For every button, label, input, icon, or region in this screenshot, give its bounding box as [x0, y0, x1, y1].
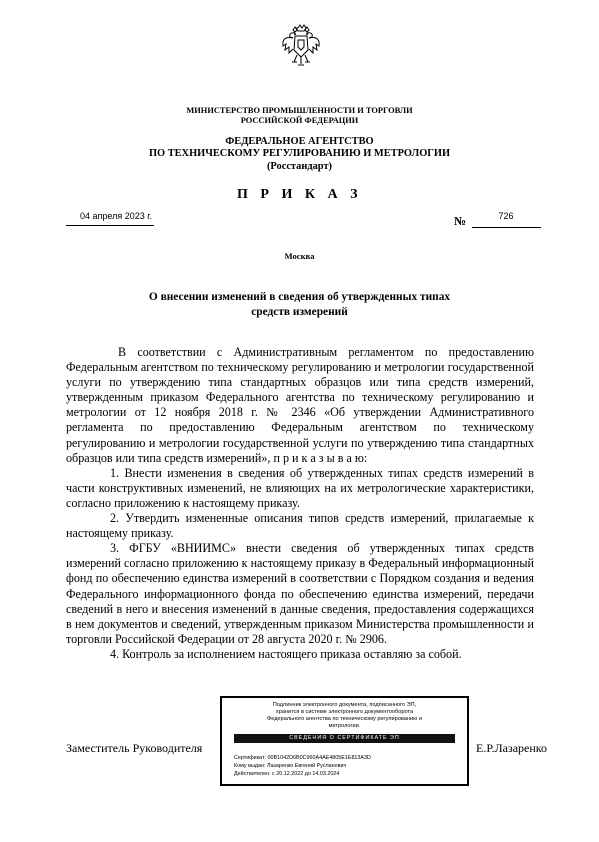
- agency-name: [0, 136, 599, 173]
- stamp-certificate-info: [234, 754, 459, 778]
- clause-1: 1. Внести изменения в сведения об утвержденных типах средств измерений в части конструктивных изменений, не влияющих на их метрологические характеристики, согласно приложению к настоящему приказу.: [66, 465, 534, 510]
- stamp-cert-owner: Кому выдан: Лазаренко Евгений Русланович: [234, 763, 347, 769]
- number-sign: №: [454, 214, 467, 228]
- date-underline: [66, 225, 154, 226]
- subject-line-1: О внесении изменений в сведения об утвержденных типах: [148, 291, 451, 303]
- preamble-paragraph: В соответствии с Административным регламентом по предоставлению Федеральным агентством по техническому регулированию и метрологии государственной услуги по утверждению типа стандартных образцов или типа средств измерений, утвержденным приказом Федерального агентства по техническому регулированию и метрологии от 12 ноября 2018 г. № 2346 «Об утверждении Административного регламента по предоставлению Федеральным агентством по техническому регулированию и метрологии государственной услуги по утверждению типа стандартных образцов или типа средств измерений», п р и к а з ы в а ю:: [66, 345, 534, 465]
- stamp-line-3: Федерального агентства по техническому регулированию и: [266, 716, 422, 722]
- order-date: 04 апреля 2023 г.: [80, 211, 152, 221]
- stamp-cert-serial: Сертификат: 00B1042D6B0C960A4AE4805E1E813A3D: [234, 755, 371, 761]
- agency-line-1: ФЕДЕРАЛЬНОЕ АГЕНТСТВО: [225, 136, 374, 147]
- clause-2: 2. Утвердить измененные описания типов средств измерений, прилагаемые к настоящему приказу.: [66, 511, 534, 541]
- order-body: [66, 345, 534, 662]
- number-underline: [472, 227, 541, 228]
- stamp-certificate-bar: СВЕДЕНИЯ О СЕРТИФИКАТЕ ЭП: [234, 734, 455, 743]
- order-subject: [0, 290, 599, 319]
- stamp-line-2: хранится в системе электронного документооборота: [275, 709, 414, 715]
- stamp-header: [222, 702, 467, 730]
- ministry-line-1: МИНИСТЕРСТВО ПРОМЫШЛЕННОСТИ И ТОРГОВЛИ: [186, 106, 413, 115]
- agency-line-3: (Росстандарт): [266, 160, 333, 172]
- coat-of-arms-icon: [281, 24, 321, 68]
- agency-line-2: ПО ТЕХНИЧЕСКОМУ РЕГУЛИРОВАНИЮ И МЕТРОЛОГИИ: [148, 148, 451, 160]
- signer-name: Е.Р.Лазаренко: [476, 741, 548, 755]
- issue-city: Москва: [284, 251, 315, 261]
- stamp-line-1: Подлинник электронного документа, подписанного ЭП,: [272, 702, 417, 708]
- ministry-line-2: РОССИЙСКОЙ ФЕДЕРАЦИИ: [240, 116, 359, 125]
- ministry-name: [0, 106, 599, 126]
- order-number: 726: [498, 211, 514, 221]
- document-type-title: П Р И К А З: [237, 187, 362, 202]
- subject-line-2: средств измерений: [251, 305, 348, 318]
- stamp-cert-validity: Действителен: с 20.12.2022 до 14.03.2024: [234, 771, 340, 777]
- electronic-signature-stamp: [220, 696, 469, 786]
- clause-4: 4. Контроль за исполнением настоящего приказа оставляю за собой.: [110, 646, 462, 661]
- clause-3: 3. ФГБУ «ВНИИМС» внести сведения об утвержденных типах средств измерений согласно приложению к настоящему приказу в Федеральный информационный фонд по обеспечению единства измерений в соответствии с Порядком создания и ведения Федерального информационного фонда по обеспечению единства измерений, передачи сведений в него и внесения изменений в данные сведения, предоставления содержащихся в нем документов и сведений, утвержденным приказом Министерства промышленности и торговли Российской Федерации от 28 августа 2020 г. № 2906.: [66, 541, 534, 646]
- stamp-line-4: метрологии.: [328, 723, 361, 729]
- signer-position: Заместитель Руководителя: [66, 741, 203, 755]
